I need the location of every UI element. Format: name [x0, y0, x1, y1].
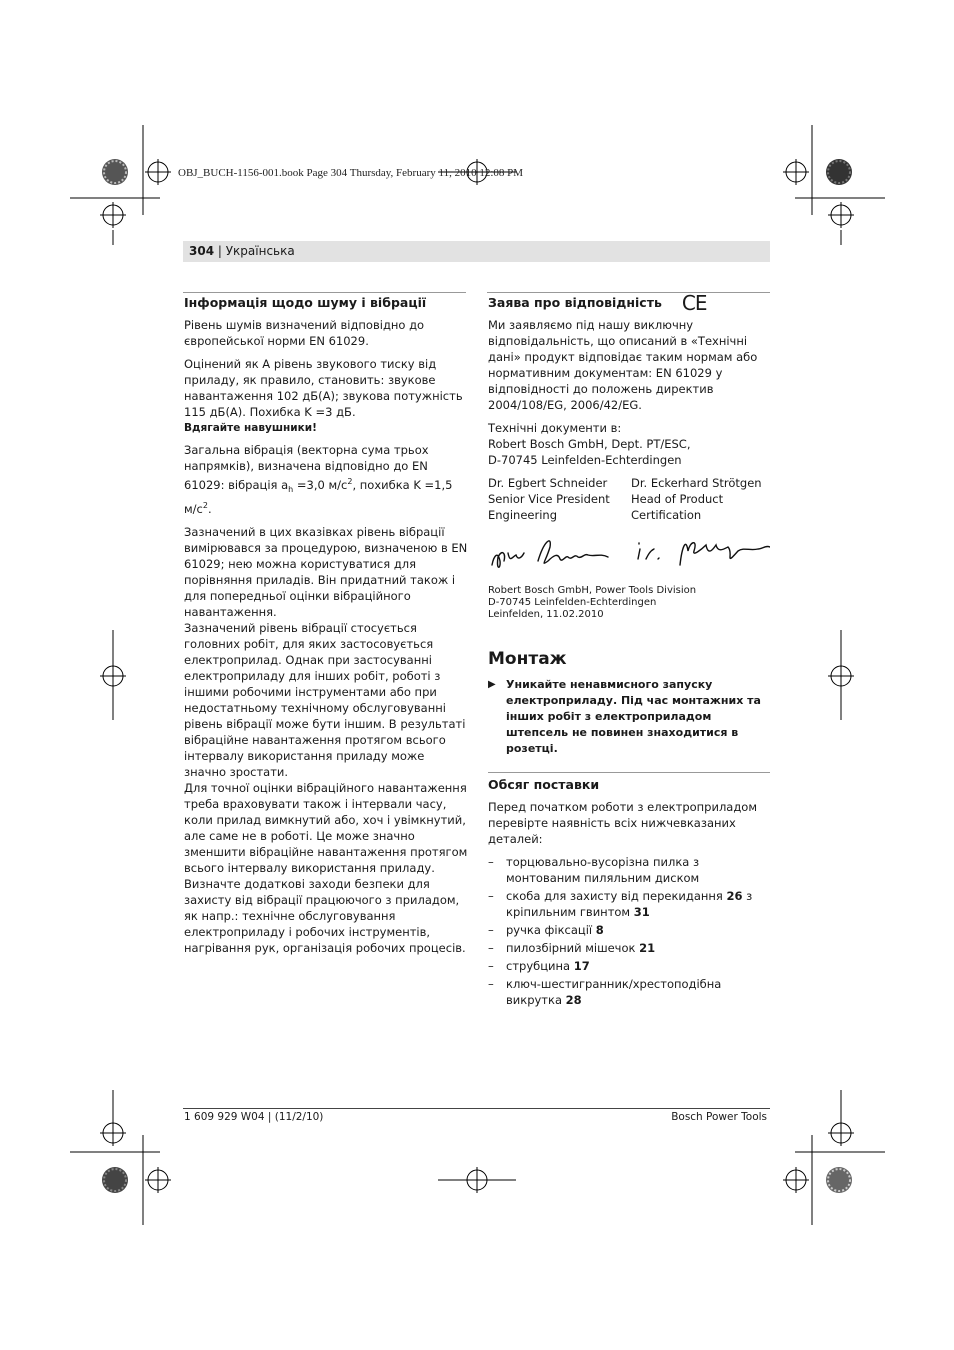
company-line-1: Robert Bosch GmbH, Power Tools Division [488, 585, 697, 596]
vibration-sup-2: 2 [202, 501, 208, 511]
item-text: струбцина [506, 959, 574, 973]
left-title-rule [183, 292, 466, 293]
item-text: ключ-шестигранник/хрестоподібна викрутка [506, 977, 722, 1007]
header-separator: | [214, 244, 226, 258]
warning-triangle-icon: ▶ [488, 679, 496, 690]
item-number: 8 [595, 923, 604, 937]
company-line-2: D-70745 Leinfelden-Echterdingen [488, 597, 657, 608]
signatory-2-role: Head of Product [631, 492, 724, 506]
signatory-1 [488, 475, 631, 523]
list-item [488, 888, 770, 920]
supply-title-rule [488, 772, 770, 773]
page-number: 304 [189, 244, 215, 258]
item-text-tail: з кріпильним гвинтом [506, 889, 753, 919]
list-item [488, 854, 770, 886]
vibration-text-b: =3,0 м/с [293, 477, 348, 492]
vibration-sub: h [288, 485, 294, 495]
dash-bullet: – [488, 855, 494, 869]
header-language: Українська [225, 244, 295, 258]
handwritten-signatures [488, 527, 770, 577]
footer-brand: Bosch Power Tools [671, 1111, 767, 1123]
vibration-text-d: . [207, 501, 212, 516]
list-item [488, 940, 770, 956]
item-number: 17 [573, 959, 590, 973]
vibration-paragraph-5: Зазначений рівень вібрації стосується головних робіт, для яких застосовується електроприлад. Однак при застосуванні електроприладу для інших робіт, роботі з іншими робочими інструментами або при недостатньому технічному обслуговуванні рівень вібрації може бути іншим. В результаті вібраційне навантаження протягом всього інтервалу використання приладу може значно зростати. [184, 620, 466, 779]
list-item [488, 922, 770, 938]
supply-intro: Перед початком роботи з електроприладом перевірте наявність всіх нижчевказаних деталей: [488, 800, 758, 846]
item-number-2: 31 [633, 905, 650, 919]
item-text: скоба для захисту від перекидання [506, 889, 727, 903]
tech-docs-line-1: Технічні документи в: [488, 421, 622, 435]
warning-text: Уникайте ненавмисного запуску електроприладу. Під час монтажних та інших робіт з електроприладом штепсель не повинен знаходитися в розетці. [506, 678, 761, 755]
vibration-sup-1: 2 [347, 477, 353, 486]
list-item [488, 958, 770, 974]
left-column [184, 295, 468, 956]
tech-docs [488, 420, 770, 468]
supply-list [488, 854, 770, 1008]
footer-rule [183, 1108, 770, 1109]
signatory-1-dept: Engineering [488, 508, 557, 522]
safety-warning [488, 677, 770, 757]
vibration-text-a: Загальна вібрація (векторна сума трьох напрямків), визначена відповідно до EN 61029: вібрація a [184, 443, 429, 492]
item-text: торцювально-вусорізна пилка з монтованим пиляльним диском [506, 855, 700, 885]
signatory-2-name: Dr. Eckerhard Strötgen [631, 476, 762, 490]
conformity-title: Заява про відповідність [488, 295, 662, 310]
company-line-3: Leinfelden, 11.02.2010 [488, 609, 604, 620]
right-title-rule [487, 292, 770, 293]
conformity-title-row [488, 291, 770, 315]
vibration-text-c: , похибка K =1,5 м/с [184, 477, 453, 516]
vibration-paragraph-4: Зазначений в цих вказівках рівень вібрації вимірювався за процедурою, визначеною в EN 61029; нею можна користуватися для порівняння приладів. Він придатний також і для попередньої оцінки вібраційного навантаження. [184, 524, 468, 619]
noise-paragraph-2: Оцінений як A рівень звукового тиску від приладу, як правило, становить: звукове навантаження 102 дБ(A); звукова потужність 115 дБ(A). Похибка K =3 дБ. [184, 357, 463, 419]
company-block [488, 585, 770, 621]
noise-paragraph-1: Рівень шумів визначений відповідно до європейської норми EN 61029. [184, 318, 425, 348]
vibration-paragraph [184, 442, 468, 517]
item-text: ручка фіксації [506, 923, 596, 937]
signatory-2-dept: Certification [631, 508, 702, 522]
signatory-1-name: Dr. Egbert Schneider [488, 476, 608, 490]
conformity-paragraph: Ми заявляємо під нашу виключну відповідальність, що описаний в «Технічні дані» продукт відповідає таким нормам або нормативним документам: EN 61029 у відповідності до положень директив 2004/108/EG, 2006/42/EG. [488, 318, 758, 412]
montage-title: Монтаж [488, 649, 567, 669]
tech-docs-line-3: D-70745 Leinfelden-Echterdingen [488, 453, 682, 467]
page-header [189, 244, 295, 258]
item-text: пилозбірний мішечок [506, 941, 640, 955]
dash-bullet: – [488, 923, 494, 937]
wear-ear-protection: Вдягайте навушники! [184, 422, 317, 434]
item-number: 21 [639, 941, 656, 955]
signatories [488, 475, 770, 523]
vibration-paragraph-7: Визначте додаткові заходи безпеки для захисту від вібрації працюючого з приладом, як напр.: технічне обслуговування електроприладу і робочих інструментів, нагрівання рук, організація робочих процесів. [184, 876, 466, 955]
dash-bullet: – [488, 941, 494, 955]
right-column [488, 291, 770, 1010]
dash-bullet: – [488, 977, 494, 991]
noise-vibration-title: Інформація щодо шуму і вібрації [184, 295, 427, 310]
dash-bullet: – [488, 959, 494, 973]
footer-docnumber: 1 609 929 W04 | (11/2/10) [184, 1111, 324, 1123]
list-item [488, 976, 770, 1008]
tech-docs-line-2: Robert Bosch GmbH, Dept. PT/ESC, [488, 437, 691, 451]
signatory-1-role: Senior Vice President [488, 492, 610, 506]
file-slug: OBJ_BUCH-1156-001.book Page 304 Thursday, February 11, 2010 12:08 PM [178, 167, 524, 179]
item-number: 26 [726, 889, 743, 903]
supply-title: Обсяг поставки [488, 777, 600, 792]
vibration-paragraph-6: Для точної оцінки вібраційного навантаження треба враховувати також і інтервали часу, коли прилад вимкнутий або, хоч і увімкнутий, але саме не в роботі. Це може значно зменшити вібраційне навантаження протягом всього інтервалу використання приладу. [184, 780, 468, 875]
signatory-2 [631, 475, 762, 523]
item-number: 28 [565, 993, 582, 1007]
dash-bullet: – [488, 889, 494, 903]
ce-mark-icon: CE [681, 291, 707, 315]
